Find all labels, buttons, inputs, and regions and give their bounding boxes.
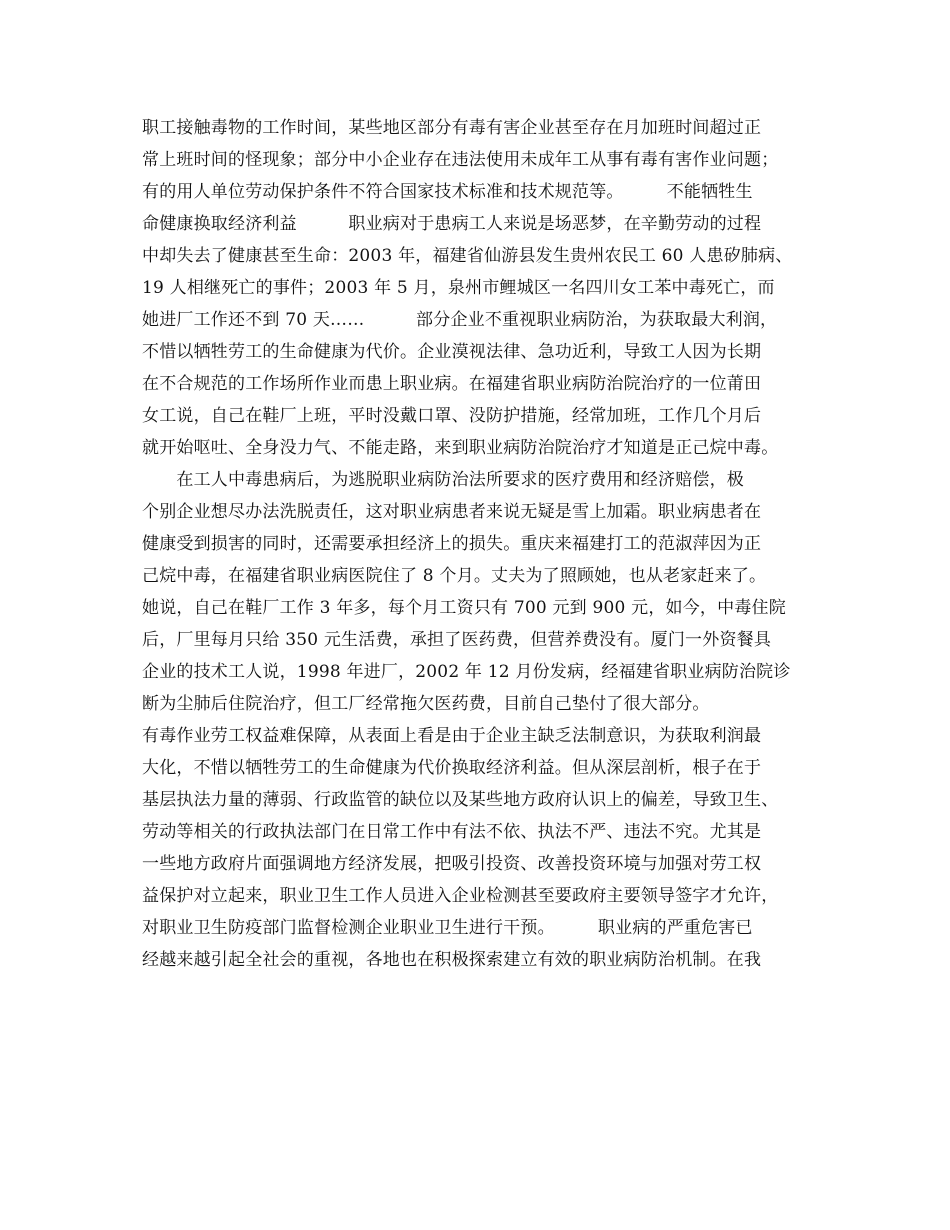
text-line: 命健康换取经济利益 职业病对于患病工人来说是场恶梦，在辛勤劳动的过程 <box>142 214 762 234</box>
text-line: 一些地方政府片面强调地方经济发展，把吸引投资、改善投资环境与加强对劳工权 <box>142 854 762 874</box>
text-line: 经越来越引起全社会的重视，各地也在积极探索建立有效的职业病防治机制。在我 <box>142 950 762 970</box>
text-line: 女工说，自己在鞋厂上班，平时没戴口罩、没防护措施，经常加班，工作几个月后 <box>142 406 762 426</box>
text-line: 中却失去了健康甚至生命：2003 年，福建省仙游县发生贵州农民工 60 人患矽肺病、 <box>142 246 793 266</box>
text-line: 有毒作业劳工权益难保障，从表面上看是由于企业主缺乏法制意识，为获取利润最 <box>142 726 762 746</box>
text-line: 断为尘肺后住院治疗，但工厂经常拖欠医药费，目前自己垫付了很大部分。 <box>142 694 710 714</box>
text-line: 19 人相继死亡的事件；2003 年 5 月，泉州市鲤城区一名四川女工苯中毒死亡，而 <box>142 278 775 298</box>
text-line: 企业的技术工人说，1998 年进厂，2002 年 12 月份发病，经福建省职业病防治院诊 <box>142 662 791 682</box>
text-line: 不惜以牺牲劳工的生命健康为代价。企业漠视法律、急功近利，导致工人因为长期 <box>142 342 762 362</box>
body-text <box>142 112 822 976</box>
text-line: 基层执法力量的薄弱、行政监管的缺位以及某些地方政府认识上的偏差，导致卫生、 <box>142 790 779 810</box>
text-line: 己烷中毒，在福建省职业病医院住了 8 个月。丈夫为了照顾她，也从老家赶来了。 <box>142 566 767 586</box>
text-line: 在不合规范的工作场所作业而患上职业病。在福建省职业病防治院治疗的一位莆田 <box>142 374 762 394</box>
text-line: 有的用人单位劳动保护条件不符合国家技术标准和技术规范等。 不能牺牲生 <box>142 182 753 202</box>
text-line: 她进厂工作还不到 70 天…… 部分企业不重视职业病防治，为获取最大利润， <box>142 310 778 330</box>
text-line: 后，厂里每月只给 350 元生活费，承担了医药费，但营养费没有。厦门一外资餐具 <box>142 630 772 650</box>
text-line: 常上班时间的怪现象；部分中小企业存在违法使用未成年工从事有毒有害作业问题； <box>142 150 779 170</box>
text-line: 个别企业想尽办法洗脱责任，这对职业病患者来说无疑是雪上加霜。职业病患者在 <box>142 502 762 522</box>
text-line: 职工接触毒物的工作时间，某些地区部分有毒有害企业甚至存在月加班时间超过正 <box>142 118 762 138</box>
text-line: 健康受到损害的同时，还需要承担经济上的损失。重庆来福建打工的范淑萍因为正 <box>142 534 762 554</box>
text-line: 她说，自己在鞋厂工作 3 年多，每个月工资只有 700 元到 900 元，如今，中毒住院 <box>142 598 786 618</box>
text-line: 就开始呕吐、全身没力气、不能走路，来到职业病防治院治疗才知道是正己烷中毒。 <box>142 438 779 458</box>
text-line: 益保护对立起来，职业卫生工作人员进入企业检测甚至要政府主要领导签字才允许， <box>142 886 779 906</box>
text-line: 劳动等相关的行政执法部门在日常工作中有法不依、执法不严、违法不究。尤其是 <box>142 822 762 842</box>
text-line: 对职业卫生防疫部门监督检测企业职业卫生进行干预。 职业病的严重危害已 <box>142 918 753 938</box>
text-line: 大化，不惜以牺牲劳工的生命健康为代价换取经济利益。但从深层剖析，根子在于 <box>142 758 762 778</box>
text-line: 在工人中毒患病后，为逃脱职业病防治法所要求的医疗费用和经济赔偿，极 <box>142 470 744 490</box>
